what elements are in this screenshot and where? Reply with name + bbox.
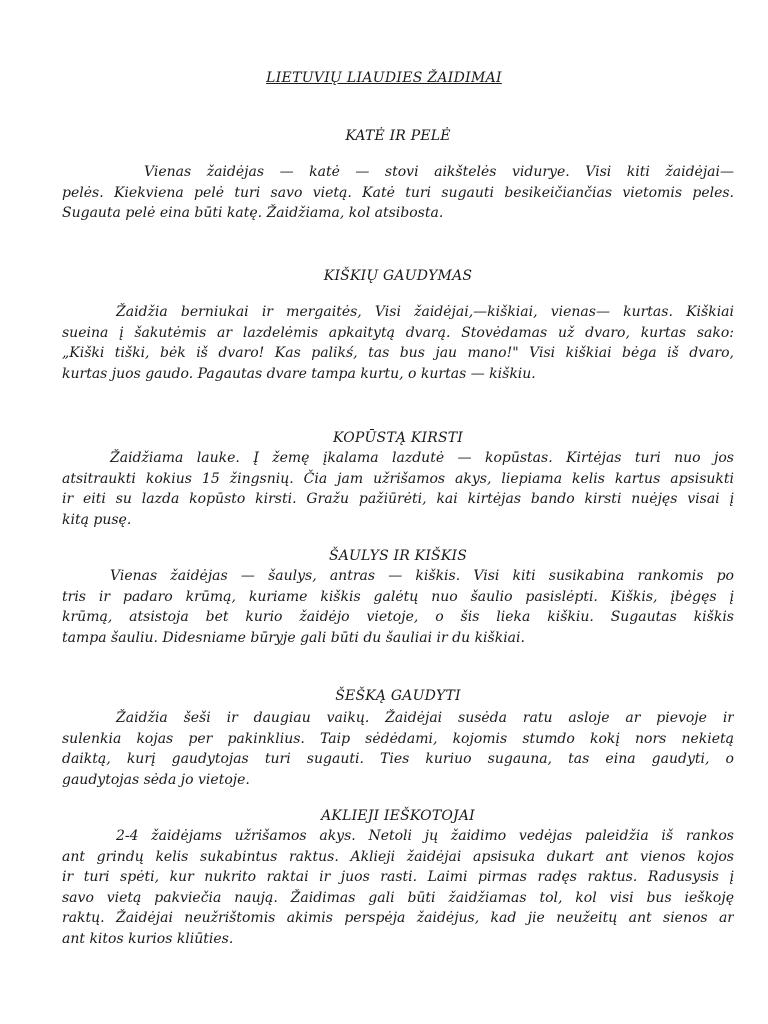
- section-heading: ŠEŠKĄ GAUDYTI: [335, 688, 461, 704]
- section-saulys-ir-kiskis: [62, 548, 734, 648]
- paragraph-line: Žaidžia berniukai ir mergaitės, Visi žaidėjai,—kiškiai, vienas— kurtas. Kiškiai: [116, 304, 734, 320]
- paragraph-line: pelės. Kiekviena pelė turi savo vietą. Katė turi sugauti besikeičiančias vietomis peles.: [62, 184, 734, 201]
- section-paragraph: [62, 566, 734, 648]
- paragraph-line: tris ir padaro krūmą, kuriame kiškis galėtų nuo šaulio pasislėpti. Kiškis, įbėgęs į: [62, 588, 734, 605]
- paragraph-line: ant kitos kurios kliūties.: [62, 930, 234, 947]
- paragraph-line: daiktą, kurį gaudytojas turi sugauti. Ties kuriuo sugauna, tas eina gaudyti, o: [62, 751, 734, 767]
- paragraph-line: Žaidžiama lauke. Į žemę įkalama lazdutė — kopūstas. Kirtėjas turi nuo jos: [110, 450, 734, 466]
- paragraph-line: Vienas žaidėjas — katė — stovi aikštelės vidurye. Visi kiti žaidėjai—: [144, 164, 734, 180]
- paragraph-line: krūmą, atsistoja bet kurio žaidėjo vietoje, o šis lieka kiškiu. Sugautas kiškis: [62, 609, 734, 625]
- paragraph-line: Sugauta pelė eina būti katę. Žaidžiama, kol atsibosta.: [62, 205, 444, 221]
- document-title: LIETUVIŲ LIAUDIES ŽAIDIMAI: [266, 70, 502, 86]
- paragraph-line: Vienas žaidėjas — šaulys, antras — kiškis. Visi kiti susikabina rankomis po: [110, 568, 734, 584]
- section-paragraph: [62, 448, 734, 530]
- section-heading: ŠAULYS IR KIŠKIS: [328, 548, 468, 564]
- section-heading: KOPŪSTĄ KIRSTI: [332, 430, 464, 446]
- paragraph-line: raktų. Žaidėjai neužrištomis akimis perspėja žaidėjus, kad jie neužeitų ant sienos ar: [62, 910, 734, 926]
- paragraph-line: Žaidžia šeši ir daugiau vaikų. Žaidėjai susėda ratu asloje ar pievoje ir: [116, 710, 734, 726]
- paragraph-line: tampa šauliu. Didesniame būryje gali būti du šauliai ir du kiškiai.: [62, 629, 525, 646]
- paragraph-line: sueina į šakutėmis ar lazdelėmis apkaitytą dvarą. Stovėdamas už dvaro, kurtas sako:: [62, 324, 734, 341]
- paragraph-line: kurtas juos gaudo. Pagautas dvare tampa kurtu, o kurtas — kiškiu.: [62, 365, 536, 382]
- paragraph-line: 2-4 žaidėjams užrišamos akys. Netoli jų žaidimo vedėjas paleidžia iš rankos: [116, 828, 734, 844]
- section-kiskiu-gaudymas: [62, 268, 734, 384]
- section-heading: KIŠKIŲ GAUDYMAS: [323, 268, 473, 284]
- paragraph-line: ir turi spėti, kur nukrito raktai ir juos rasti. Laimi pirmas radęs raktus. Radusysis į: [62, 869, 734, 885]
- paragraph-line: ant grindų kelis sukabintus raktus. Aklieji žaidėjai apsisuka dukart ant vienos kojos: [62, 848, 734, 865]
- section-paragraph: [62, 708, 734, 790]
- section-paragraph: [62, 302, 734, 384]
- paragraph-line: kitą pusę.: [62, 511, 132, 528]
- paragraph-line: ir eiti su lazda kopūsto kirsti. Gražu pažiūrėti, kai kirtėjas bando kirsti nuėjęs visai į: [62, 491, 734, 507]
- section-seska-gaudyti: [62, 688, 734, 790]
- paragraph-line: sulenkia kojas per pakinklius. Taip sėdėdami, kojomis stumdo kokį nors nekietą: [62, 730, 734, 747]
- section-kopusta-kirsti: [62, 430, 734, 530]
- paragraph-line: atsitraukti kokius 15 žingsnių. Čia jam užrišamos akys, liepiama kelis kartus apsisukti: [62, 470, 734, 487]
- section-paragraph: [62, 162, 734, 224]
- section-paragraph: [62, 826, 734, 949]
- section-aklieji-ieskotojai: [62, 808, 734, 949]
- section-heading: AKLIEJI IEŠKOTOJAI: [321, 808, 475, 824]
- paragraph-line: savo vietą pakviečia naują. Žaidimas gali būti žaidžiamas tol, kol visi bus ieškoję: [62, 889, 734, 906]
- paragraph-line: „Kiški tiški, bėk iš dvaro! Kas palikś, tas bus jau mano!" Visi kiškiai bėga iš dvaro,: [62, 345, 734, 361]
- section-kate-ir-pele: [62, 128, 734, 224]
- section-heading: KATĖ IR PELĖ: [345, 128, 451, 144]
- paragraph-line: gaudytojas sėda jo vietoje.: [62, 771, 250, 788]
